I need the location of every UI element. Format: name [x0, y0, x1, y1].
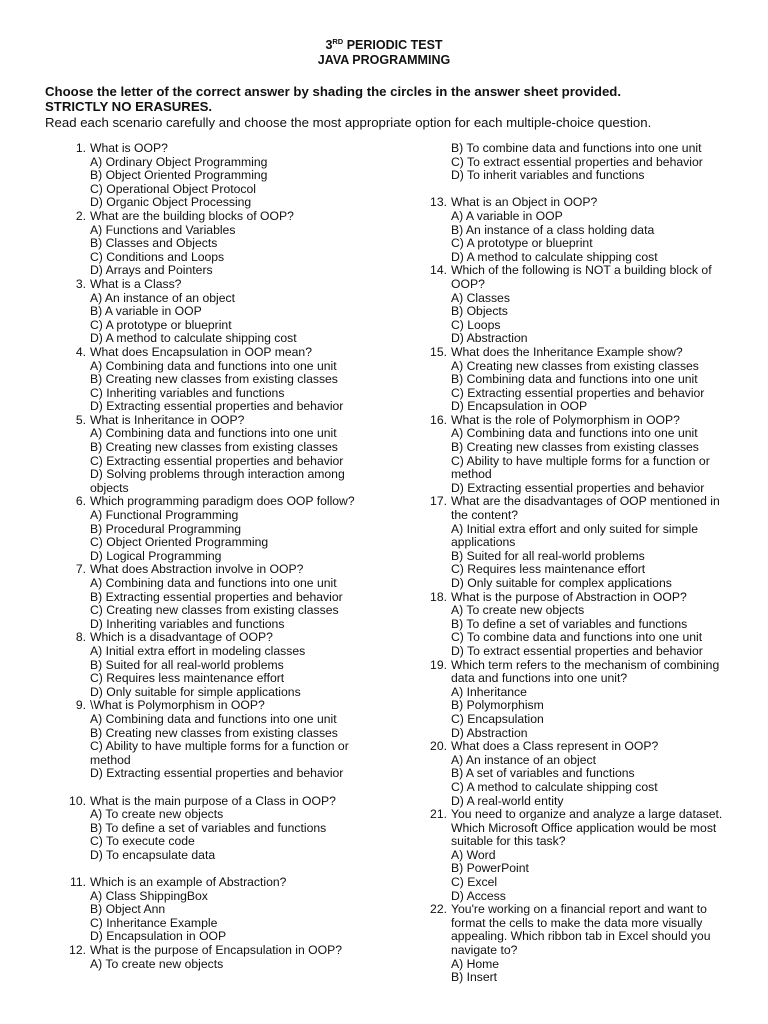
option: B) Creating new classes from existing classes: [90, 440, 338, 455]
question-text: What is an Object in OOP?: [451, 195, 598, 210]
question-text: You're working on a financial report and want to format the cells to make the data more visually appealing. Which ribbon tab in Excel should you navigate to?: [451, 902, 711, 958]
question: [425, 414, 725, 496]
option: A) Combining data and functions into one unit: [451, 426, 698, 441]
option: A) To create new objects: [90, 956, 224, 971]
option: A) Creating new classes from existing classes: [451, 358, 699, 373]
instruction-read-carefully: Read each scenario carefully and choose the most appropriate option for each multiple-choice question.: [45, 115, 652, 130]
option: B) Creating new classes from existing classes: [90, 725, 338, 740]
option: C) Excel: [451, 875, 498, 890]
option: B) Extracting essential properties and behavior: [90, 589, 343, 604]
question-text: Which of the following is NOT a building block of OOP?: [451, 263, 712, 291]
option: C) Creating new classes from existing classes: [90, 603, 339, 618]
right-column: [425, 142, 725, 985]
option: B) An instance of a class holding data: [451, 222, 655, 237]
question: [425, 196, 725, 264]
option: C) To combine data and functions into one unit: [451, 630, 703, 645]
question-number: 17.: [430, 494, 447, 509]
question-text: Which programming paradigm does OOP follow?: [90, 494, 355, 509]
question-number: 16.: [430, 412, 447, 427]
option: B) Object Ann: [90, 902, 166, 917]
option: D) A real-world entity: [451, 793, 564, 808]
option: D) Only suitable for simple applications: [90, 684, 301, 699]
option: C) Extracting essential properties and behavior: [451, 385, 705, 400]
option: A) Class ShippingBox: [90, 888, 208, 903]
question-number: 15.: [430, 344, 447, 359]
question: [64, 278, 364, 346]
question-text: What does the Inheritance Example show?: [451, 344, 683, 359]
question-text: What does Encapsulation in OOP mean?: [90, 344, 312, 359]
option: A) Combining data and functions into one unit: [90, 426, 337, 441]
question-number: 18.: [430, 589, 447, 604]
question-text: Which term refers to the mechanism of combining data and functions into one unit?: [451, 657, 720, 686]
option: D) Access: [451, 888, 506, 903]
option: B) Polymorphism: [451, 698, 544, 713]
option: D) Abstraction: [451, 725, 528, 740]
option: C) Inheritance Example: [90, 915, 218, 930]
instruction-shading: Choose the letter of the correct answer by shading the circles in the answer sheet provided.: [45, 84, 622, 99]
question-number: 10.: [69, 793, 86, 808]
question-number: 2.: [75, 208, 86, 223]
option: D) Organic Object Processing: [90, 195, 252, 210]
option: B) Combining data and functions into one unit: [451, 372, 698, 387]
option: B) A variable in OOP: [90, 304, 202, 319]
option: B) Objects: [451, 304, 508, 319]
option: D) Inheriting variables and functions: [90, 616, 285, 631]
option: D) To extract essential properties and behavior: [451, 643, 703, 658]
question: [425, 264, 725, 346]
question-number: 7.: [75, 562, 86, 577]
question: [425, 808, 725, 903]
option: B) Creating new classes from existing classes: [451, 440, 699, 455]
option: D) Encapsulation in OOP: [90, 929, 227, 944]
option: B) PowerPoint: [451, 861, 529, 876]
option: A) Functional Programming: [90, 508, 239, 523]
option: C) A prototype or blueprint: [90, 317, 232, 332]
left-column: [64, 142, 364, 971]
option: A) Initial extra effort in modeling classes: [90, 643, 306, 658]
question-text: What does Abstraction involve in OOP?: [90, 562, 304, 577]
question-text: What is the purpose of Encapsulation in OOP?: [90, 943, 343, 958]
option: C) A prototype or blueprint: [451, 236, 593, 251]
option: D) A method to calculate shipping cost: [451, 249, 658, 264]
option: A) An instance of an object: [90, 290, 235, 305]
question: [64, 631, 364, 699]
question-number: 3.: [75, 276, 86, 291]
option: A) Functions and Variables: [90, 222, 236, 237]
option: D) To encapsulate data: [90, 847, 216, 862]
question: [64, 210, 364, 278]
question-number: 8.: [75, 630, 86, 645]
option: C) Conditions and Loops: [90, 249, 225, 264]
question: [425, 659, 725, 741]
option: A) Word: [451, 847, 496, 862]
option: C) Extracting essential properties and behavior: [90, 453, 344, 468]
question-number: 9.: [75, 698, 86, 713]
option: B) Suited for all real-world problems: [90, 657, 284, 672]
option: B) A set of variables and functions: [451, 766, 635, 781]
option: C) To extract essential properties and behavior: [451, 154, 703, 169]
question: [64, 142, 364, 210]
question-number: 11.: [69, 875, 86, 890]
question-number: 14.: [430, 263, 447, 278]
question: [64, 414, 364, 496]
test-subtitle: JAVA PROGRAMMING: [317, 53, 451, 67]
question-text: What are the building blocks of OOP?: [90, 208, 294, 223]
test-title: 3RD PERIODIC TEST: [325, 37, 443, 52]
option: D) To inherit variables and functions: [451, 168, 645, 183]
option: D) Logical Programming: [90, 548, 222, 563]
question: [64, 795, 364, 863]
question-text: What does a Class represent in OOP?: [451, 739, 659, 754]
option: B) Suited for all real-world problems: [451, 548, 645, 563]
option: C) Loops: [451, 317, 501, 332]
question: [425, 740, 725, 808]
option: C) Inheriting variables and functions: [90, 385, 285, 400]
question-number: 22.: [430, 902, 447, 917]
option: C) Operational Object Protocol: [90, 181, 256, 196]
option: A) Combining data and functions into one unit: [90, 576, 337, 590]
option: A) To create new objects: [451, 603, 585, 618]
option: C) Requires less maintenance effort: [90, 671, 285, 686]
option: B) Insert: [451, 970, 498, 985]
option: B) To combine data and functions into one unit: [451, 141, 702, 155]
question: [64, 346, 364, 414]
question: [425, 495, 725, 590]
question: [64, 876, 364, 944]
option: A) Combining data and functions into one unit: [90, 711, 337, 726]
option: A) Home: [451, 956, 500, 971]
question-text: What is the main purpose of a Class in OOP?: [90, 793, 336, 808]
option: D) A method to calculate shipping cost: [90, 331, 297, 346]
question-number: 20.: [430, 739, 447, 754]
question-number: 6.: [75, 494, 86, 509]
option: D) Encapsulation in OOP: [451, 399, 588, 414]
option: A) Combining data and functions into one unit: [90, 358, 337, 373]
question-number: 21.: [430, 807, 447, 822]
option: B) Object Oriented Programming: [90, 168, 268, 183]
question-text: Which is an example of Abstraction?: [90, 875, 287, 890]
question-text: What is OOP?: [90, 141, 168, 155]
option: A) Inheritance: [451, 684, 527, 699]
question: [425, 903, 725, 985]
question-text: What is Inheritance in OOP?: [90, 412, 245, 427]
question: [64, 495, 364, 563]
option: D) Only suitable for complex applications: [451, 576, 672, 590]
question: [64, 944, 364, 971]
option: C) Encapsulation: [451, 711, 544, 726]
option: A) Classes: [451, 290, 510, 305]
option: A) To create new objects: [90, 807, 224, 822]
option: B) To define a set of variables and functions: [451, 616, 688, 631]
option: D) Extracting essential properties and behavior: [451, 480, 705, 495]
option: C) Ability to have multiple forms for a function or method: [90, 739, 349, 767]
question-number: 1.: [75, 141, 86, 155]
question: [64, 563, 364, 631]
question-number: 12.: [69, 943, 86, 958]
option: A) An instance of an object: [451, 752, 596, 767]
question-text: What is a Class?: [90, 276, 182, 291]
question-number: 19.: [430, 657, 447, 672]
question-text: You need to organize and analyze a large dataset. Which Microsoft Office application would be most suitable for this task?: [451, 807, 723, 849]
question-text: \What is Polymorphism in OOP?: [90, 698, 265, 713]
question-text: Which is a disadvantage of OOP?: [90, 630, 273, 645]
option: A) Initial extra effort and only suited for simple applications: [451, 521, 699, 550]
option: A) A variable in OOP: [451, 208, 563, 223]
question-number: 4.: [75, 344, 86, 359]
option: B) To define a set of variables and functions: [90, 820, 327, 835]
option: B) Procedural Programming: [90, 521, 242, 536]
option: B) Classes and Objects: [90, 236, 218, 251]
question-number: 5.: [75, 412, 86, 427]
option: C) A method to calculate shipping cost: [451, 779, 658, 794]
option: D) Solving problems through interaction among objects: [90, 467, 345, 495]
option: D) Extracting essential properties and behavior: [90, 766, 344, 781]
question-text: What is the role of Polymorphism in OOP?: [451, 412, 680, 427]
option: C) To execute code: [90, 834, 195, 849]
question-text: What are the disadvantages of OOP mentioned in the content?: [451, 494, 720, 523]
option: D) Abstraction: [451, 331, 528, 346]
option: C) Requires less maintenance effort: [451, 562, 646, 577]
option: D) Extracting essential properties and behavior: [90, 399, 344, 414]
option: C) Ability to have multiple forms for a function or method: [451, 453, 710, 482]
question-text: What is the purpose of Abstraction in OOP?: [451, 589, 687, 604]
question: [64, 699, 364, 781]
question: [425, 346, 725, 414]
instruction-no-erasures: STRICTLY NO ERASURES.: [45, 99, 213, 114]
option: C) Object Oriented Programming: [90, 535, 269, 550]
option: B) Creating new classes from existing classes: [90, 372, 338, 387]
question-continued: [425, 142, 725, 183]
question-number: 13.: [430, 195, 447, 210]
question: [425, 591, 725, 659]
option: D) Arrays and Pointers: [90, 263, 213, 278]
option: A) Ordinary Object Programming: [90, 154, 268, 169]
